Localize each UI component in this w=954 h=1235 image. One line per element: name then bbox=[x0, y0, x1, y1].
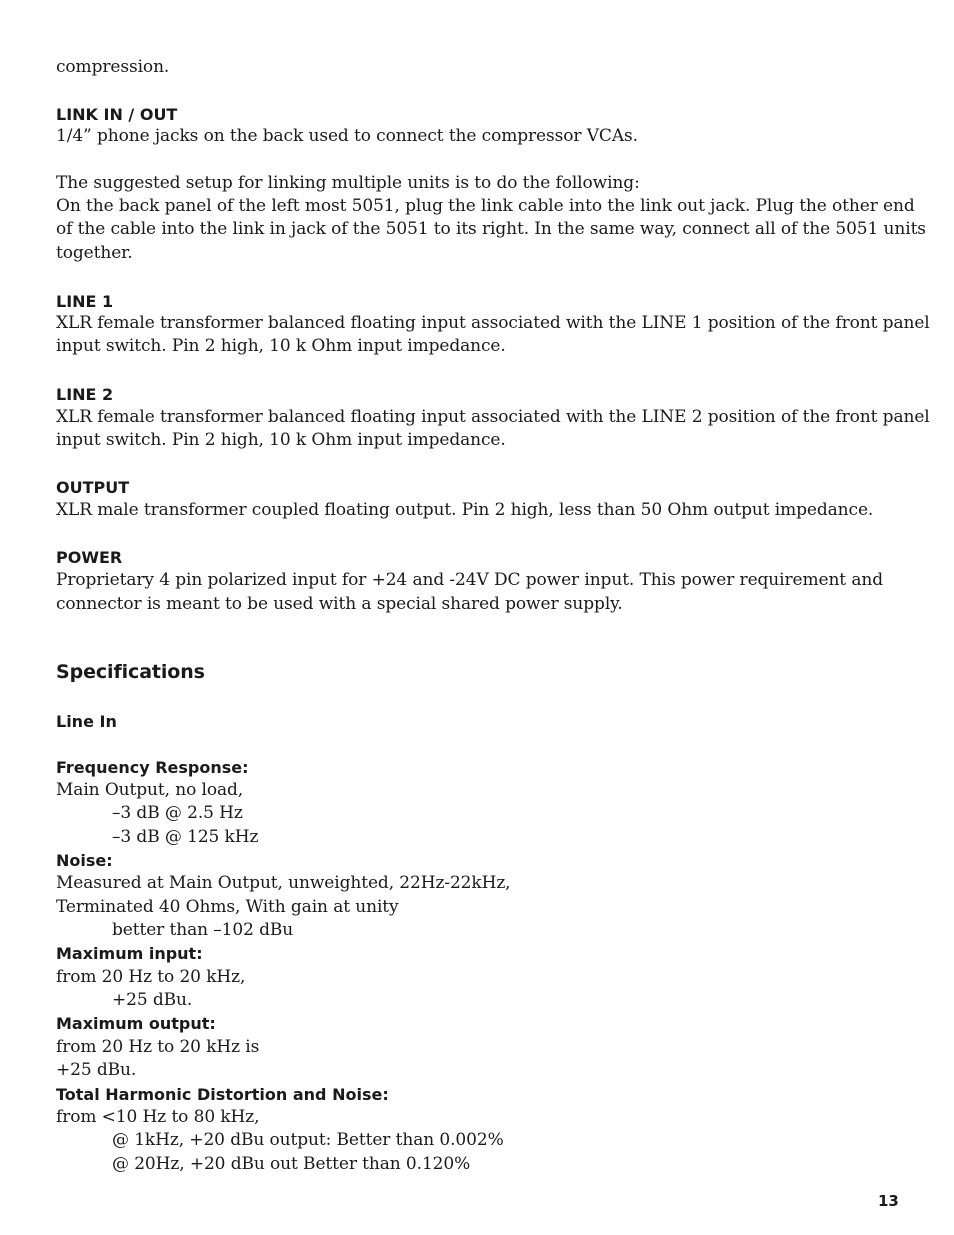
section-heading-line1: LINE 1 bbox=[56, 292, 114, 311]
spec-value: –3 dB @ 2.5 Hz bbox=[112, 803, 243, 823]
spec-text: from 20 Hz to 20 kHz is bbox=[56, 1037, 260, 1057]
spec-value: @ 1kHz, +20 dBu output: Better than 0.002% bbox=[112, 1130, 504, 1150]
spec-value: +25 dBu. bbox=[112, 990, 193, 1010]
body-text: of the cable into the link in jack of the 5051 to its right. In the same way, connect all of the 5051 units bbox=[56, 219, 926, 239]
spec-heading-noise: Noise: bbox=[56, 851, 113, 870]
section-heading-link: LINK IN / OUT bbox=[56, 105, 178, 124]
section-heading-line2: LINE 2 bbox=[56, 385, 114, 404]
spec-value: +25 dBu. bbox=[56, 1060, 137, 1080]
body-text: XLR male transformer coupled floating output. Pin 2 high, less than 50 Ohm output impedance. bbox=[56, 500, 874, 520]
body-text: XLR female transformer balanced floating input associated with the LINE 2 position of the front panel bbox=[56, 407, 930, 427]
page-number: 13 bbox=[878, 1192, 899, 1210]
body-text: connector is meant to be used with a special shared power supply. bbox=[56, 594, 623, 614]
spec-heading-max-output: Maximum output: bbox=[56, 1014, 216, 1033]
spec-value: @ 20Hz, +20 dBu out Better than 0.120% bbox=[112, 1154, 471, 1174]
body-text: compression. bbox=[56, 57, 170, 77]
body-text: input switch. Pin 2 high, 10 k Ohm input impedance. bbox=[56, 336, 506, 356]
body-text: The suggested setup for linking multiple units is to do the following: bbox=[56, 173, 640, 193]
spec-heading-thd: Total Harmonic Distortion and Noise: bbox=[56, 1085, 389, 1104]
body-text: XLR female transformer balanced floating input associated with the LINE 1 position of the front panel bbox=[56, 313, 930, 333]
spec-value: –3 dB @ 125 kHz bbox=[112, 827, 259, 847]
body-text: together. bbox=[56, 243, 133, 263]
spec-text: Measured at Main Output, unweighted, 22Hz-22kHz, bbox=[56, 873, 511, 893]
spec-value: better than –102 dBu bbox=[112, 920, 294, 940]
spec-text: from 20 Hz to 20 kHz, bbox=[56, 967, 246, 987]
section-heading-output: OUTPUT bbox=[56, 478, 130, 497]
body-text: Proprietary 4 pin polarized input for +24 and -24V DC power input. This power requirement and bbox=[56, 570, 884, 590]
body-text: input switch. Pin 2 high, 10 k Ohm input impedance. bbox=[56, 430, 506, 450]
spec-text: from <10 Hz to 80 kHz, bbox=[56, 1107, 260, 1127]
body-text: On the back panel of the left most 5051, plug the link cable into the link out jack. Plug the other end bbox=[56, 196, 915, 216]
spec-heading-frequency: Frequency Response: bbox=[56, 758, 249, 777]
specifications-heading: Specifications bbox=[56, 661, 205, 683]
spec-text: Terminated 40 Ohms, With gain at unity bbox=[56, 897, 399, 917]
spec-heading-max-input: Maximum input: bbox=[56, 944, 203, 963]
line-in-subheading: Line In bbox=[56, 712, 117, 731]
section-heading-power: POWER bbox=[56, 548, 123, 567]
body-text: 1/4” phone jacks on the back used to connect the compressor VCAs. bbox=[56, 126, 638, 146]
spec-text: Main Output, no load, bbox=[56, 780, 244, 800]
